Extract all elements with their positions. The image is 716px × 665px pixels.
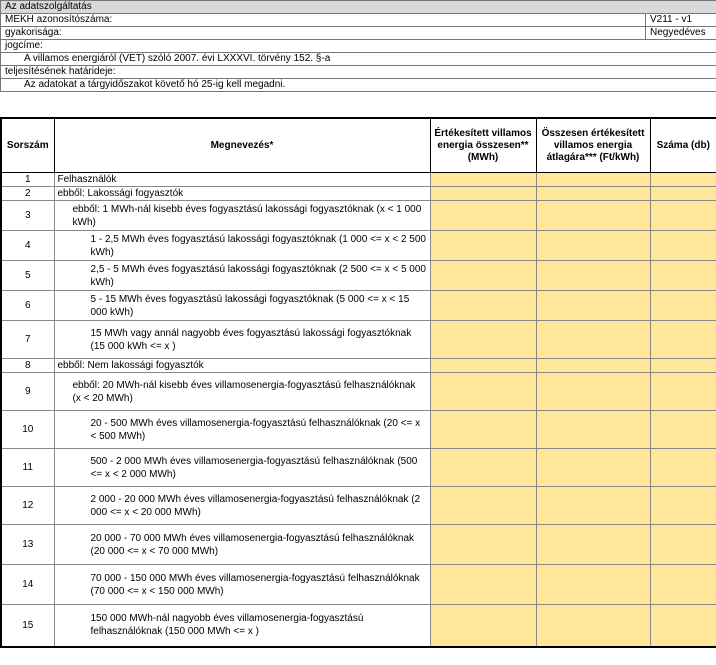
price-input-cell[interactable]	[536, 565, 650, 605]
energy-input-cell[interactable]	[430, 565, 536, 605]
row-number: 7	[1, 321, 54, 359]
col-header-price: Összesen értékesített villamos energia átlagára*** (Ft/kWh)	[536, 118, 650, 173]
energy-input-cell[interactable]	[430, 187, 536, 201]
table-row	[1, 173, 716, 187]
row-label: 20 - 500 MWh éves villamosenergia-fogyasztású felhasználóknak (20 <= x < 500 MWh)	[54, 411, 430, 449]
table-row	[1, 411, 716, 449]
count-input-cell[interactable]	[650, 359, 716, 373]
count-input-cell[interactable]	[650, 565, 716, 605]
count-input-cell[interactable]	[650, 525, 716, 565]
row-number: 11	[1, 449, 54, 487]
price-input-cell[interactable]	[536, 291, 650, 321]
row-number: 5	[1, 261, 54, 291]
row-number: 12	[1, 487, 54, 525]
deadline-text: Az adatokat a tárgyidőszakot követő hó 25-ig kell megadni.	[1, 79, 716, 92]
table-row	[1, 291, 716, 321]
mekh-id-label: MEKH azonosítószáma:	[1, 14, 646, 27]
energy-input-cell[interactable]	[430, 449, 536, 487]
count-input-cell[interactable]	[650, 261, 716, 291]
count-input-cell[interactable]	[650, 605, 716, 647]
row-label: 500 - 2 000 MWh éves villamosenergia-fogyasztású felhasználóknak (500 <= x < 2 000 MWh)	[54, 449, 430, 487]
row-label: 2,5 - 5 MWh éves fogyasztású lakossági fogyasztóknak (2 500 <= x < 5 000 kWh)	[54, 261, 430, 291]
row-number: 13	[1, 525, 54, 565]
table-row	[1, 261, 716, 291]
table-row	[1, 359, 716, 373]
energy-input-cell[interactable]	[430, 411, 536, 449]
row-number: 9	[1, 373, 54, 411]
energy-input-cell[interactable]	[430, 173, 536, 187]
row-number: 10	[1, 411, 54, 449]
row-number: 8	[1, 359, 54, 373]
section-title: Az adatszolgáltatás	[1, 1, 716, 14]
table-row	[1, 565, 716, 605]
row-label: ebből: 20 MWh-nál kisebb éves villamosenergia-fogyasztású felhasználóknak (x < 20 MWh)	[54, 373, 430, 411]
price-input-cell[interactable]	[536, 231, 650, 261]
row-label: 15 MWh vagy annál nagyobb éves fogyasztású lakossági fogyasztóknak (15 000 kWh <= x )	[54, 321, 430, 359]
count-input-cell[interactable]	[650, 487, 716, 525]
price-input-cell[interactable]	[536, 359, 650, 373]
energy-input-cell[interactable]	[430, 321, 536, 359]
row-label: 1 - 2,5 MWh éves fogyasztású lakossági fogyasztóknak (1 000 <= x < 2 500 kWh)	[54, 231, 430, 261]
price-input-cell[interactable]	[536, 173, 650, 187]
price-input-cell[interactable]	[536, 261, 650, 291]
price-input-cell[interactable]	[536, 449, 650, 487]
count-input-cell[interactable]	[650, 187, 716, 201]
row-label: ebből: 1 MWh-nál kisebb éves fogyasztású lakossági fogyasztóknak (x < 1 000 kWh)	[54, 201, 430, 231]
col-header-energy: Értékesített villamos energia összesen** (MWh)	[430, 118, 536, 173]
count-input-cell[interactable]	[650, 449, 716, 487]
count-input-cell[interactable]	[650, 291, 716, 321]
table-row	[1, 321, 716, 359]
energy-input-cell[interactable]	[430, 291, 536, 321]
frequency-value: Negyedéves	[646, 27, 716, 40]
count-input-cell[interactable]	[650, 411, 716, 449]
col-header-number: Sorszám	[1, 118, 54, 173]
energy-input-cell[interactable]	[430, 261, 536, 291]
table-row	[1, 373, 716, 411]
row-number: 1	[1, 173, 54, 187]
frequency-label: gyakorisága:	[1, 27, 646, 40]
price-input-cell[interactable]	[536, 525, 650, 565]
price-input-cell[interactable]	[536, 373, 650, 411]
energy-input-cell[interactable]	[430, 487, 536, 525]
table-row	[1, 201, 716, 231]
energy-input-cell[interactable]	[430, 605, 536, 647]
row-number: 3	[1, 201, 54, 231]
price-input-cell[interactable]	[536, 487, 650, 525]
row-number: 14	[1, 565, 54, 605]
row-label: 2 000 - 20 000 MWh éves villamosenergia-fogyasztású felhasználóknak (2 000 <= x < 20 000 MWh)	[54, 487, 430, 525]
row-label: 5 - 15 MWh éves fogyasztású lakossági fogyasztóknak (5 000 <= x < 15 000 kWh)	[54, 291, 430, 321]
legal-basis-label: jogcíme:	[1, 40, 716, 53]
energy-input-cell[interactable]	[430, 201, 536, 231]
count-input-cell[interactable]	[650, 321, 716, 359]
energy-input-cell[interactable]	[430, 359, 536, 373]
energy-input-cell[interactable]	[430, 373, 536, 411]
row-label: 70 000 - 150 000 MWh éves villamosenergia-fogyasztású felhasználóknak (70 000 <= x < 150 000 MWh)	[54, 565, 430, 605]
row-label: 20 000 - 70 000 MWh éves villamosenergia-fogyasztású felhasználóknak (20 000 <= x < 70 000 MWh)	[54, 525, 430, 565]
row-label: ebből: Nem lakossági fogyasztók	[54, 359, 430, 373]
data-table	[0, 117, 716, 648]
table-row	[1, 487, 716, 525]
energy-input-cell[interactable]	[430, 231, 536, 261]
count-input-cell[interactable]	[650, 201, 716, 231]
row-number: 2	[1, 187, 54, 201]
col-header-name: Megnevezés*	[54, 118, 430, 173]
count-input-cell[interactable]	[650, 173, 716, 187]
row-number: 6	[1, 291, 54, 321]
table-row	[1, 525, 716, 565]
deadline-label: teljesítésének határideje:	[1, 66, 716, 79]
row-label: ebből: Lakossági fogyasztók	[54, 187, 430, 201]
price-input-cell[interactable]	[536, 411, 650, 449]
info-header	[0, 0, 716, 92]
table-row	[1, 605, 716, 647]
table-row	[1, 449, 716, 487]
price-input-cell[interactable]	[536, 201, 650, 231]
legal-basis-text: A villamos energiáról (VET) szóló 2007. évi LXXXVI. törvény 152. §-a	[1, 53, 716, 66]
count-input-cell[interactable]	[650, 373, 716, 411]
row-label: Felhasználók	[54, 173, 430, 187]
energy-input-cell[interactable]	[430, 525, 536, 565]
price-input-cell[interactable]	[536, 321, 650, 359]
row-label: 150 000 MWh-nál nagyobb éves villamosenergia-fogyasztású felhasználóknak (150 000 MWh <= x )	[54, 605, 430, 647]
table-row	[1, 231, 716, 261]
row-number: 4	[1, 231, 54, 261]
row-number: 15	[1, 605, 54, 647]
count-input-cell[interactable]	[650, 231, 716, 261]
price-input-cell[interactable]	[536, 187, 650, 201]
price-input-cell[interactable]	[536, 605, 650, 647]
mekh-id-value: V211 - v1	[646, 14, 716, 27]
table-row	[1, 187, 716, 201]
col-header-count: Száma (db)	[650, 118, 716, 173]
